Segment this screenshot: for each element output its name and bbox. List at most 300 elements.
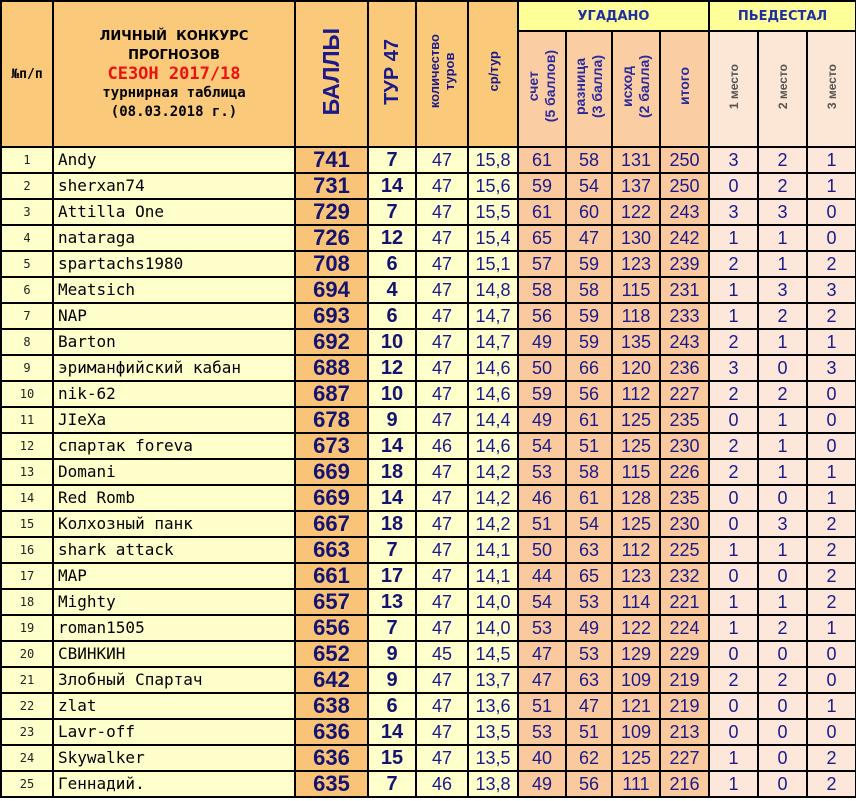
row-index: 6 <box>1 277 53 303</box>
tours-count-cell: 46 <box>416 433 468 459</box>
player-name: Andy <box>53 147 295 173</box>
place3-cell: 2 <box>807 303 856 329</box>
player-name: Attilla One <box>53 199 295 225</box>
tours-count-cell: 47 <box>416 615 468 641</box>
total-guessed-cell: 219 <box>660 693 709 719</box>
diff-guessed-cell: 59 <box>566 303 612 329</box>
score-guessed-cell: 49 <box>518 771 566 797</box>
player-name: Lavr-off <box>53 719 295 745</box>
tours-count-cell: 47 <box>416 745 468 771</box>
player-name: СВИНКИН <box>53 641 295 667</box>
standings-rows <box>1 147 856 797</box>
total-header-label: итого <box>676 67 692 106</box>
tours-count-cell: 47 <box>416 329 468 355</box>
points-cell: 656 <box>295 615 368 641</box>
points-cell: 731 <box>295 173 368 199</box>
tours-count-cell: 47 <box>416 693 468 719</box>
score-guessed-cell: 54 <box>518 433 566 459</box>
table-row <box>1 303 856 329</box>
outcome-guessed-cell: 118 <box>612 303 660 329</box>
table-row <box>1 693 856 719</box>
score-guessed-cell: 61 <box>518 199 566 225</box>
points-cell: 635 <box>295 771 368 797</box>
place3-cell: 1 <box>807 147 856 173</box>
tours-count-cell: 47 <box>416 173 468 199</box>
points-cell: 636 <box>295 719 368 745</box>
avg-cell: 14,1 <box>468 537 518 563</box>
outcome-guessed-cell: 121 <box>612 693 660 719</box>
points-cell: 652 <box>295 641 368 667</box>
title-line-2: ПРОГНОЗОВ <box>128 47 220 63</box>
row-index: 12 <box>1 433 53 459</box>
season-label: СЕЗОН 2017/18 <box>107 63 241 84</box>
place2-cell: 1 <box>758 329 807 355</box>
table-row <box>1 277 856 303</box>
place1-cell: 2 <box>709 667 758 693</box>
place3-cell: 0 <box>807 381 856 407</box>
tour-points-cell: 14 <box>368 433 416 459</box>
player-name: Meatsich <box>53 277 295 303</box>
table-row <box>1 563 856 589</box>
row-index: 21 <box>1 667 53 693</box>
total-guessed-cell: 236 <box>660 355 709 381</box>
score-guessed-cell: 57 <box>518 251 566 277</box>
avg-cell: 14,0 <box>468 615 518 641</box>
place1-cell: 1 <box>709 771 758 797</box>
avg-cell: 14,1 <box>468 563 518 589</box>
tours-count-cell: 47 <box>416 459 468 485</box>
table-row <box>1 589 856 615</box>
outcome-guessed-cell: 109 <box>612 719 660 745</box>
place1-cell: 3 <box>709 147 758 173</box>
table-row <box>1 173 856 199</box>
outcome-header-label: исход (2 балла) <box>619 54 652 118</box>
header-avg <box>468 1 518 147</box>
score-guessed-cell: 58 <box>518 277 566 303</box>
total-guessed-cell: 232 <box>660 563 709 589</box>
tours-count-header-label: количество туров <box>427 34 457 109</box>
score-guessed-cell: 47 <box>518 641 566 667</box>
points-cell: 636 <box>295 745 368 771</box>
points-cell: 726 <box>295 225 368 251</box>
player-name: Skywalker <box>53 745 295 771</box>
total-guessed-cell: 239 <box>660 251 709 277</box>
place1-cell: 0 <box>709 563 758 589</box>
score-guessed-cell: 61 <box>518 147 566 173</box>
total-guessed-cell: 227 <box>660 745 709 771</box>
place2-cell: 0 <box>758 771 807 797</box>
place2-cell: 1 <box>758 225 807 251</box>
player-name: Mighty <box>53 589 295 615</box>
total-guessed-cell: 233 <box>660 303 709 329</box>
place1-cell: 1 <box>709 537 758 563</box>
header-score <box>518 31 566 147</box>
row-index: 17 <box>1 563 53 589</box>
tours-count-cell: 47 <box>416 589 468 615</box>
row-index: 9 <box>1 355 53 381</box>
player-name: nataraga <box>53 225 295 251</box>
points-cell: 729 <box>295 199 368 225</box>
score-guessed-cell: 53 <box>518 459 566 485</box>
tours-count-cell: 47 <box>416 485 468 511</box>
player-name: sherxan74 <box>53 173 295 199</box>
player-name: Domani <box>53 459 295 485</box>
total-guessed-cell: 221 <box>660 589 709 615</box>
row-index: 1 <box>1 147 53 173</box>
table-row <box>1 199 856 225</box>
tours-count-cell: 45 <box>416 641 468 667</box>
place3-cell: 2 <box>807 251 856 277</box>
avg-cell: 15,8 <box>468 147 518 173</box>
header-tours-count <box>416 1 468 147</box>
score-guessed-cell: 40 <box>518 745 566 771</box>
place3-cell: 1 <box>807 459 856 485</box>
score-guessed-cell: 56 <box>518 303 566 329</box>
table-row <box>1 407 856 433</box>
avg-cell: 14,6 <box>468 433 518 459</box>
diff-guessed-cell: 62 <box>566 745 612 771</box>
tour-points-cell: 7 <box>368 771 416 797</box>
points-cell: 638 <box>295 693 368 719</box>
guessed-group-label: УГАДАНО <box>577 8 650 24</box>
score-guessed-cell: 46 <box>518 485 566 511</box>
table-row <box>1 485 856 511</box>
tour-points-cell: 7 <box>368 147 416 173</box>
place2-cell: 1 <box>758 433 807 459</box>
row-index: 22 <box>1 693 53 719</box>
score-header-label: счет (5 баллов) <box>525 50 558 123</box>
place1-cell: 2 <box>709 329 758 355</box>
tour-points-cell: 7 <box>368 537 416 563</box>
outcome-guessed-cell: 122 <box>612 615 660 641</box>
place2-cell: 3 <box>758 277 807 303</box>
place1-cell: 0 <box>709 719 758 745</box>
diff-guessed-cell: 54 <box>566 173 612 199</box>
tour-points-cell: 13 <box>368 589 416 615</box>
player-name: MAP <box>53 563 295 589</box>
avg-cell: 13,5 <box>468 745 518 771</box>
diff-guessed-cell: 53 <box>566 589 612 615</box>
points-cell: 661 <box>295 563 368 589</box>
diff-guessed-cell: 60 <box>566 199 612 225</box>
score-guessed-cell: 53 <box>518 615 566 641</box>
points-cell: 667 <box>295 511 368 537</box>
outcome-guessed-cell: 135 <box>612 329 660 355</box>
total-guessed-cell: 230 <box>660 511 709 537</box>
diff-guessed-cell: 49 <box>566 615 612 641</box>
row-index: 5 <box>1 251 53 277</box>
total-guessed-cell: 231 <box>660 277 709 303</box>
outcome-guessed-cell: 115 <box>612 277 660 303</box>
place3-cell: 3 <box>807 355 856 381</box>
avg-cell: 13,6 <box>468 693 518 719</box>
header-guessed-group <box>518 1 709 31</box>
tours-count-cell: 47 <box>416 719 468 745</box>
row-index: 25 <box>1 771 53 797</box>
points-cell: 693 <box>295 303 368 329</box>
avg-cell: 14,7 <box>468 303 518 329</box>
place3-cell: 2 <box>807 589 856 615</box>
place3-cell: 1 <box>807 173 856 199</box>
avg-cell: 14,5 <box>468 641 518 667</box>
diff-guessed-cell: 51 <box>566 719 612 745</box>
place3-cell: 3 <box>807 277 856 303</box>
table-row <box>1 719 856 745</box>
avg-cell: 15,6 <box>468 173 518 199</box>
row-index: 4 <box>1 225 53 251</box>
outcome-guessed-cell: 125 <box>612 745 660 771</box>
avg-cell: 14,6 <box>468 355 518 381</box>
player-name: zlat <box>53 693 295 719</box>
total-guessed-cell: 250 <box>660 147 709 173</box>
diff-guessed-cell: 59 <box>566 251 612 277</box>
place1-cell: 0 <box>709 485 758 511</box>
place3-cell: 0 <box>807 199 856 225</box>
place2-cell: 3 <box>758 511 807 537</box>
score-guessed-cell: 49 <box>518 407 566 433</box>
tour-points-cell: 9 <box>368 641 416 667</box>
avg-cell: 14,8 <box>468 277 518 303</box>
place2-cell: 0 <box>758 563 807 589</box>
tour-points-cell: 15 <box>368 745 416 771</box>
place2-header-label: 2 место <box>775 63 790 110</box>
table-row <box>1 355 856 381</box>
place3-cell: 0 <box>807 641 856 667</box>
score-guessed-cell: 51 <box>518 511 566 537</box>
outcome-guessed-cell: 122 <box>612 199 660 225</box>
diff-guessed-cell: 65 <box>566 563 612 589</box>
place2-cell: 0 <box>758 641 807 667</box>
row-index: 8 <box>1 329 53 355</box>
outcome-guessed-cell: 131 <box>612 147 660 173</box>
place2-cell: 2 <box>758 615 807 641</box>
total-guessed-cell: 235 <box>660 407 709 433</box>
place3-cell: 1 <box>807 615 856 641</box>
total-guessed-cell: 250 <box>660 173 709 199</box>
table-row <box>1 771 856 797</box>
row-index: 18 <box>1 589 53 615</box>
place3-cell: 0 <box>807 225 856 251</box>
subtitle: турнирная таблица <box>102 84 246 101</box>
outcome-guessed-cell: 128 <box>612 485 660 511</box>
avg-cell: 15,4 <box>468 225 518 251</box>
score-guessed-cell: 50 <box>518 355 566 381</box>
points-cell: 708 <box>295 251 368 277</box>
place2-cell: 0 <box>758 745 807 771</box>
total-guessed-cell: 235 <box>660 485 709 511</box>
player-name: Злобный Спартач <box>53 667 295 693</box>
points-cell: 673 <box>295 433 368 459</box>
total-guessed-cell: 213 <box>660 719 709 745</box>
table-row <box>1 147 856 173</box>
header-place-1 <box>709 31 758 147</box>
outcome-guessed-cell: 120 <box>612 355 660 381</box>
place1-cell: 0 <box>709 407 758 433</box>
row-index: 2 <box>1 173 53 199</box>
place1-cell: 1 <box>709 589 758 615</box>
avg-cell: 13,8 <box>468 771 518 797</box>
place1-cell: 1 <box>709 277 758 303</box>
diff-guessed-cell: 59 <box>566 329 612 355</box>
avg-header-label: ср/тур <box>485 51 501 92</box>
outcome-guessed-cell: 137 <box>612 173 660 199</box>
player-name: nik-62 <box>53 381 295 407</box>
score-guessed-cell: 50 <box>518 537 566 563</box>
header-tour <box>368 1 416 147</box>
table-row <box>1 381 856 407</box>
outcome-guessed-cell: 125 <box>612 433 660 459</box>
diff-guessed-cell: 58 <box>566 459 612 485</box>
place1-cell: 3 <box>709 199 758 225</box>
diff-guessed-cell: 56 <box>566 771 612 797</box>
date-label: (08.03.2018 г.) <box>110 103 238 120</box>
outcome-guessed-cell: 111 <box>612 771 660 797</box>
player-name: Колхозный панк <box>53 511 295 537</box>
tour-header-label: ТУР 47 <box>380 38 403 105</box>
player-name: Barton <box>53 329 295 355</box>
diff-guessed-cell: 66 <box>566 355 612 381</box>
place3-cell: 2 <box>807 745 856 771</box>
tours-count-cell: 47 <box>416 381 468 407</box>
player-name: Red Romb <box>53 485 295 511</box>
place1-cell: 0 <box>709 693 758 719</box>
row-index: 7 <box>1 303 53 329</box>
outcome-guessed-cell: 112 <box>612 381 660 407</box>
place1-cell: 2 <box>709 381 758 407</box>
table-row <box>1 667 856 693</box>
place3-cell: 2 <box>807 537 856 563</box>
place2-cell: 0 <box>758 693 807 719</box>
tour-points-cell: 12 <box>368 355 416 381</box>
tour-points-cell: 6 <box>368 693 416 719</box>
place2-cell: 3 <box>758 199 807 225</box>
place3-cell: 2 <box>807 771 856 797</box>
place1-cell: 3 <box>709 355 758 381</box>
outcome-guessed-cell: 123 <box>612 563 660 589</box>
row-index: 11 <box>1 407 53 433</box>
tours-count-cell: 47 <box>416 511 468 537</box>
tours-count-cell: 47 <box>416 563 468 589</box>
tour-points-cell: 6 <box>368 303 416 329</box>
place2-cell: 2 <box>758 381 807 407</box>
place1-cell: 0 <box>709 511 758 537</box>
diff-guessed-cell: 58 <box>566 277 612 303</box>
place2-cell: 2 <box>758 173 807 199</box>
table-row <box>1 511 856 537</box>
points-cell: 663 <box>295 537 368 563</box>
outcome-guessed-cell: 112 <box>612 537 660 563</box>
place2-cell: 2 <box>758 667 807 693</box>
row-index: 20 <box>1 641 53 667</box>
place1-cell: 0 <box>709 641 758 667</box>
score-guessed-cell: 59 <box>518 381 566 407</box>
tours-count-cell: 47 <box>416 277 468 303</box>
place2-cell: 0 <box>758 719 807 745</box>
points-cell: 741 <box>295 147 368 173</box>
place1-cell: 1 <box>709 615 758 641</box>
row-index: 23 <box>1 719 53 745</box>
points-cell: 688 <box>295 355 368 381</box>
tours-count-cell: 46 <box>416 771 468 797</box>
tours-count-cell: 47 <box>416 251 468 277</box>
total-guessed-cell: 243 <box>660 329 709 355</box>
points-cell: 692 <box>295 329 368 355</box>
outcome-guessed-cell: 115 <box>612 459 660 485</box>
score-guessed-cell: 47 <box>518 667 566 693</box>
total-guessed-cell: 216 <box>660 771 709 797</box>
tours-count-cell: 47 <box>416 407 468 433</box>
place3-cell: 0 <box>807 667 856 693</box>
tour-points-cell: 14 <box>368 719 416 745</box>
avg-cell: 14,0 <box>468 589 518 615</box>
diff-guessed-cell: 47 <box>566 693 612 719</box>
table-row <box>1 225 856 251</box>
tour-points-cell: 9 <box>368 667 416 693</box>
tour-points-cell: 10 <box>368 381 416 407</box>
table-row <box>1 641 856 667</box>
tours-count-cell: 47 <box>416 667 468 693</box>
diff-guessed-cell: 56 <box>566 381 612 407</box>
row-index: 10 <box>1 381 53 407</box>
place3-cell: 1 <box>807 329 856 355</box>
tour-points-cell: 18 <box>368 459 416 485</box>
title-line-1: ЛИЧНЫЙ КОНКУРС <box>99 28 249 44</box>
row-index: 3 <box>1 199 53 225</box>
total-guessed-cell: 227 <box>660 381 709 407</box>
outcome-guessed-cell: 125 <box>612 407 660 433</box>
total-guessed-cell: 225 <box>660 537 709 563</box>
avg-cell: 14,2 <box>468 485 518 511</box>
table-row <box>1 251 856 277</box>
player-name: spartachs1980 <box>53 251 295 277</box>
place2-cell: 1 <box>758 537 807 563</box>
points-cell: 687 <box>295 381 368 407</box>
header-outcome <box>612 31 660 147</box>
avg-cell: 14,6 <box>468 381 518 407</box>
row-index: 15 <box>1 511 53 537</box>
place1-header-label: 1 место <box>726 63 741 110</box>
avg-cell: 13,5 <box>468 719 518 745</box>
place1-cell: 1 <box>709 745 758 771</box>
place3-header-label: 3 место <box>824 63 839 110</box>
place2-cell: 1 <box>758 589 807 615</box>
tour-points-cell: 10 <box>368 329 416 355</box>
diff-guessed-cell: 63 <box>566 537 612 563</box>
tour-points-cell: 4 <box>368 277 416 303</box>
place3-cell: 0 <box>807 407 856 433</box>
player-name: shark attack <box>53 537 295 563</box>
place2-cell: 0 <box>758 485 807 511</box>
place2-cell: 1 <box>758 459 807 485</box>
total-guessed-cell: 242 <box>660 225 709 251</box>
points-cell: 678 <box>295 407 368 433</box>
header-index <box>1 1 53 147</box>
header-podium-group <box>709 1 856 31</box>
tour-points-cell: 17 <box>368 563 416 589</box>
table-row <box>1 433 856 459</box>
header-points <box>295 1 368 147</box>
tour-points-cell: 12 <box>368 225 416 251</box>
avg-cell: 13,7 <box>468 667 518 693</box>
tours-count-cell: 47 <box>416 303 468 329</box>
total-guessed-cell: 243 <box>660 199 709 225</box>
row-index: 19 <box>1 615 53 641</box>
tours-count-cell: 47 <box>416 147 468 173</box>
diff-guessed-cell: 61 <box>566 485 612 511</box>
tours-count-cell: 47 <box>416 537 468 563</box>
place2-cell: 2 <box>758 147 807 173</box>
table-row <box>1 537 856 563</box>
